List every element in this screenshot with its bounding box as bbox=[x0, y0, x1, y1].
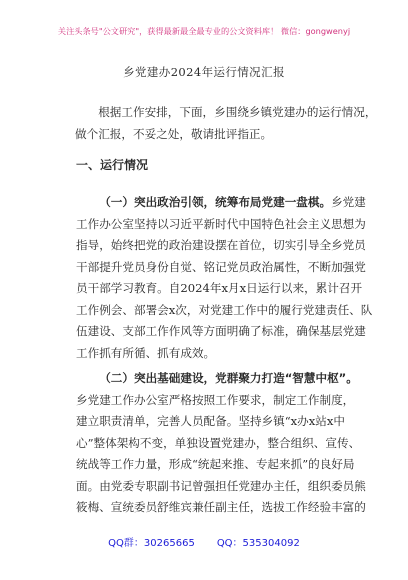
paragraph-line: 乡党建工作办公室严格按照工作要求，制定工作制度， bbox=[76, 392, 355, 407]
paragraph-line: 伍建设、支部工作作风等方面明确了标准，确保基层党建 bbox=[76, 324, 366, 338]
paragraph-political-guidance bbox=[76, 192, 373, 364]
paragraph-line: 建立职责清单，完善人员配备。坚持乡镇“x办x站x中 bbox=[76, 414, 346, 428]
paragraph-line: 工作抓有所循、抓有成效。 bbox=[76, 345, 216, 360]
header-banner: 关注头条号"公文研究"，获得最新最全最专业的公文资料库！ 微信：gongwenyj bbox=[57, 26, 351, 36]
intro-line-2: 做个汇报，不妥之处，敬请批评指正。 bbox=[75, 126, 273, 141]
paragraph-line: 统战等工作力量，形成“统起来推、专起来抓”的良好局 bbox=[76, 457, 355, 471]
lead-tail-text: 乡党建 bbox=[331, 195, 366, 209]
intro-paragraph bbox=[75, 102, 377, 145]
subheading-basic-construction: （二）突出基础建设，党群聚力打造“智慧中枢”。 bbox=[99, 371, 358, 385]
paragraph-lead-line bbox=[76, 192, 366, 214]
paragraph-line: 面。由党委专职副书记曾强担任党建办主任，组织委员熊 bbox=[76, 478, 366, 493]
paragraph-line: 干部提升党员身份自觉、铭记党员政治属性，不断加强党 bbox=[76, 259, 366, 274]
paragraph-line: 员干部学习教育。自2024年x月x日运行以来，累计召开 bbox=[76, 281, 363, 295]
paragraph-line: 指导，始终把党的政治建设摆在首位，切实引导全乡党员 bbox=[76, 238, 366, 252]
footer-contact bbox=[0, 534, 408, 549]
paragraph-line: 工作例会、部署会x次，对党建工作中的履行党建责任、队 bbox=[76, 302, 373, 317]
paragraph-line: 心”整体架构不变，单独设置党建办，整合组织、宣传、 bbox=[76, 435, 361, 450]
document-title: 乡党建办2024年运行情况汇报 bbox=[123, 65, 285, 79]
paragraph-line: 筱梅、宣统委员舒维宾兼任副主任，选拔工作经验丰富的 bbox=[76, 500, 366, 514]
subheading-political-guidance: （一）突出政治引领，统筹布局党建一盘棋。 bbox=[99, 195, 332, 209]
footer-qq-number: QQ：535304092 bbox=[216, 538, 300, 549]
paragraph-line: 工作办公室坚持以习近平新时代中国特色社会主义思想为 bbox=[76, 216, 366, 231]
intro-line-1: 根据工作安排，下面，乡围绕乡镇党建办的运行情况， bbox=[98, 105, 377, 119]
footer-qq-group: QQ群：30265665 bbox=[108, 538, 195, 549]
paragraph-basic-construction bbox=[76, 368, 366, 519]
section-heading-operation: 一、运行情况 bbox=[76, 158, 149, 172]
